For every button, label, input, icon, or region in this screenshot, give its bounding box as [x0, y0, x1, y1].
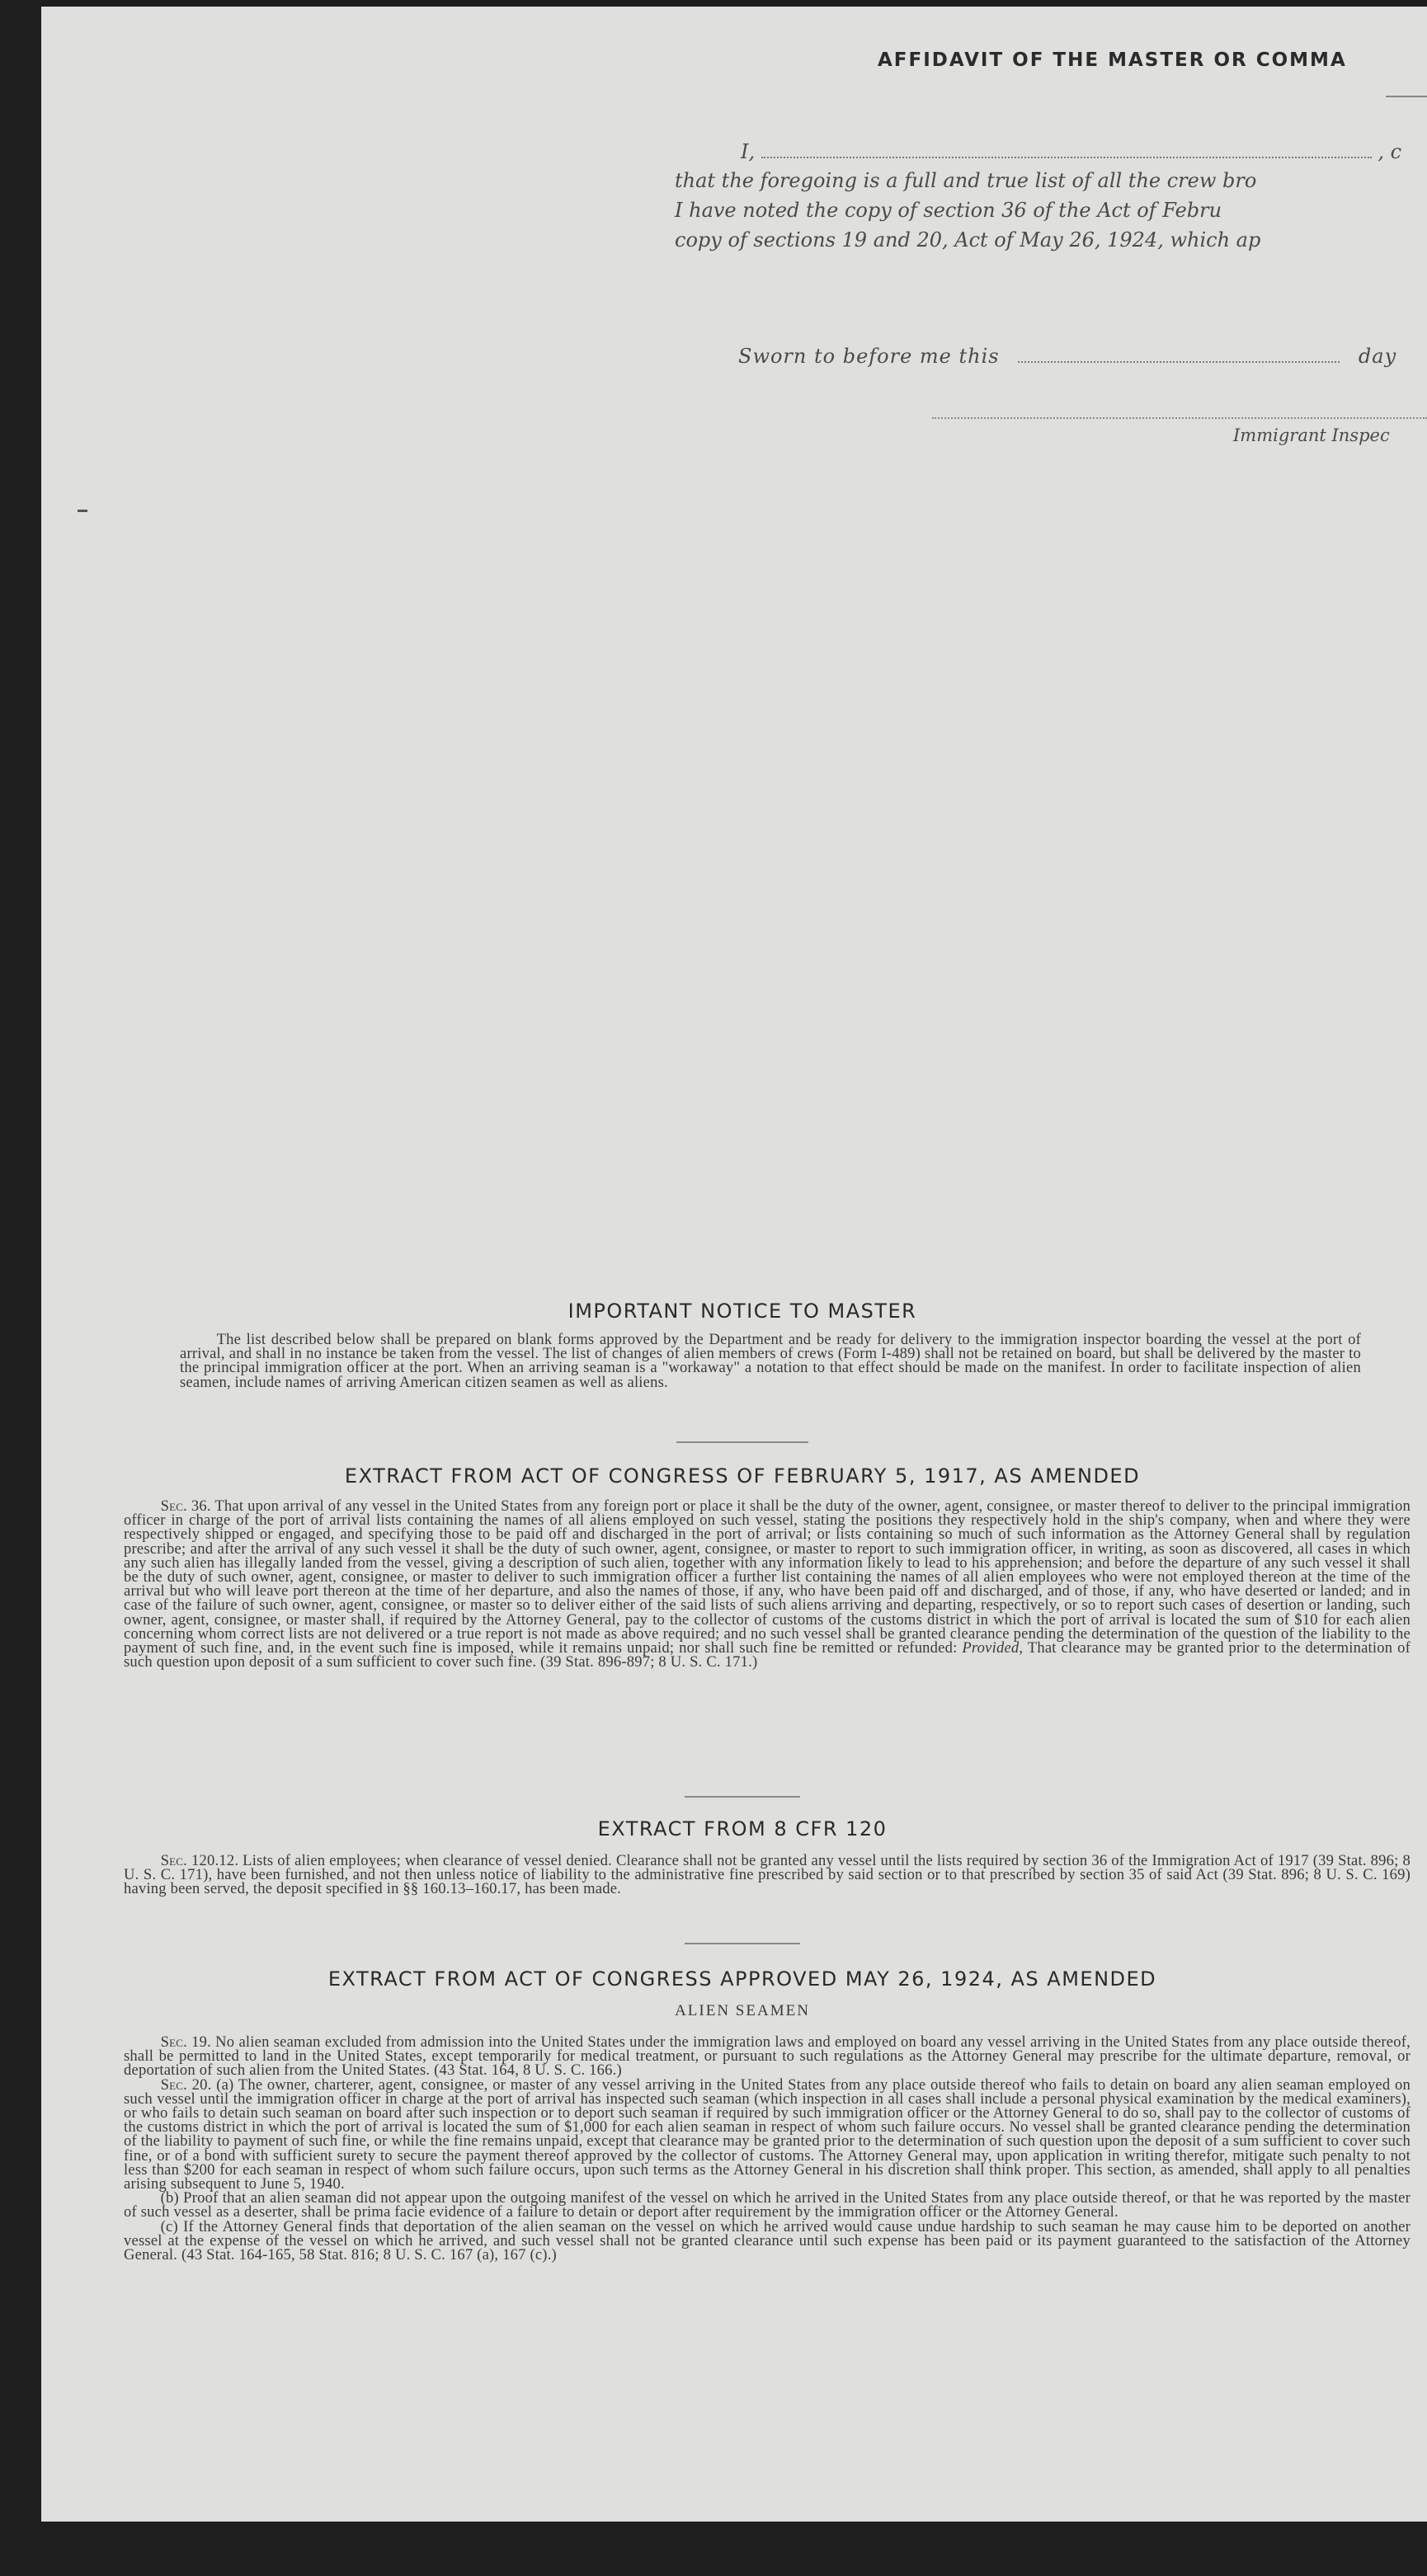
sec-19-text: No alien seaman excluded from admission into the United States under the immigration laws and employed on board any vessel arriving in the United States from any place outside thereof, shall be permitted to land in the United States, except temporarily for medical treatment, or pursuant to such regulations as the Attorney General may prescribe for the ultimate departure, removal, or deportation of such alien from the United States. (43 Stat. 164, 8 U. S. C. 166.)	[124, 2033, 1411, 2080]
sec-120-12-label: Sec. 120.12.	[160, 1852, 239, 1869]
sec-19-paragraph	[124, 2035, 1411, 2078]
extract-cfr-body	[124, 1854, 1411, 1897]
extract-1924-title: EXTRACT FROM ACT OF CONGRESS APPROVED MAY 26, 1924, AS AMENDED	[327, 1967, 1157, 1991]
inspector-signature-blank	[932, 417, 1427, 419]
extract-1917-body	[124, 1499, 1411, 1669]
extract-1917-title: EXTRACT FROM ACT OF CONGRESS OF FEBRUARY 5, 1917, AS AMENDED	[344, 1464, 1141, 1488]
affidavit-i: I,	[741, 140, 756, 163]
sec-20a-paragraph	[124, 2075, 1411, 2193]
sec-36-label: Sec. 36.	[160, 1497, 211, 1515]
sec-20-label: Sec. 20.	[160, 2075, 212, 2094]
sec-19-label: Sec. 19.	[160, 2033, 212, 2051]
extract-cfr-title: EXTRACT FROM 8 CFR 120	[597, 1817, 888, 1840]
extract-1924-body	[124, 2035, 1411, 2262]
notice-title: IMPORTANT NOTICE TO MASTER	[568, 1300, 917, 1323]
day-text: day	[1358, 345, 1397, 368]
name-blank	[761, 155, 1372, 158]
sec-36-paragraph	[124, 1499, 1411, 1669]
affidavit-line1-end: , c	[1378, 140, 1402, 163]
divider-2	[685, 1796, 800, 1798]
sec-20c-paragraph: (c) If the Attorney General finds that deportation of the alien seaman on the vessel on which he arrived would cause undue hardship to such seaman he may cause him to be deported on another vessel at the expense of the vessel on which he arrived, and such vessel shall not be granted clearance until such expense has been paid or its payment guaranteed to the satisfaction of the Attorney General. (43 Stat. 164-165, 58 Stat. 816; 8 U. S. C. 167 (a), 167 (c).)	[124, 2217, 1411, 2264]
sec-120-12-paragraph	[124, 1854, 1411, 1897]
affidavit-header: AFFIDAVIT OF THE MASTER OR COMMA	[878, 49, 1347, 71]
sec-120-12-text: Lists of alien employees; when clearance of vessel denied. Clearance shall not be granted any vessel until the lists required by section 36 of the Immigration Act of 1917 (39 Stat. 896; 8 U. S. C. 171), have been furnished, and not then unless notice of liability to the administrative fine prescribed by said section or to that prescribed by section 35 of said Act (39 Stat. 896; 8 U. S. C. 169) having been served, the deposit specified in §§ 160.13–160.17, has been made.	[124, 1852, 1411, 1898]
header-underline	[1386, 96, 1427, 97]
divider-3	[685, 1943, 800, 1944]
divider-1	[676, 1441, 808, 1443]
affidavit-line-3: I have noted the copy of section 36 of the Act of Febru	[675, 199, 1222, 222]
alien-seamen-subhead: ALIEN SEAMEN	[675, 2002, 810, 2019]
sworn-line	[738, 345, 1396, 368]
margin-mark	[78, 510, 87, 512]
provided-word: Provided,	[962, 1639, 1024, 1657]
affidavit-line-4: copy of sections 19 and 20, Act of May 26, 1924, which ap	[675, 228, 1261, 251]
affidavit-line-1	[741, 140, 1401, 163]
notice-body	[180, 1333, 1361, 1389]
affidavit-line-2: that the foregoing is a full and true list of all the crew bro	[675, 169, 1257, 192]
notice-paragraph: The list described below shall be prepared on blank forms approved by the Department and be ready for delivery to the immigration inspector boarding the vessel at the port of arrival, and shall in no instance be taken from the vessel. The list of changes of alien members of crews (Form I-489) shall not be retained on board, but shall be delivered by the master to the principal immigration officer at the port. When an arriving seaman is a "workaway" a notation to that effect should be made on the manifest. In order to facilitate inspection of alien seamen, include names of arriving American citizen seamen as well as aliens.	[180, 1331, 1361, 1391]
date-blank	[1018, 360, 1340, 363]
sec-36-text-b: That clearance may be granted prior to the determination of such question upon deposit of a sum sufficient to cover such fine. (39 Stat. 896-897; 8 U. S. C. 171.)	[124, 1639, 1411, 1671]
sec-36-text-a: That upon arrival of any vessel in the United States from any foreign port or place it shall be the duty of the owner, agent, consignee, or master thereof to deliver to the principal immigration officer in charge of the port of arrival lists containing the names of all aliens employed on such vessel, stating the positions they respectively hold in the ship's company, when and where they were respectively shipped or engaged, and specifying those to be paid off and discharged in the port of arrival; or lists containing so much of such information as the Attorney General shall by regulation prescribe; and after the arrival of any such vessel it shall be the duty of such owner, agent, consignee, or master to report to such immigration officer, in writing, as soon as discovered, all cases in which any such alien has illegally landed from the vessel, giving a description of such alien, together with any information likely to lead to his apprehension; and before the departure of any such vessel it shall be the duty of such owner, agent, consignee, or master to deliver to such immigration officer a further list containing the names of all alien employees who were not employed thereon at the time of the arrival but who will leave port thereon at the time of her departure, and also the names of those, if any, who have been paid off and discharged, and of those, if any, who have deserted or landed; and in case of the failure of such owner, agent, consignee, or master so to deliver either of the said lists of such aliens arriving and departing, respectively, or so to report such cases of desertion or landing, such owner, agent, consignee, or master shall, if required by the Attorney General, pay to the collector of customs of the customs district in which the port of arrival is located the sum of $10 for each alien concerning whom correct lists are not delivered or a true report is not made as above required; and no such vessel shall be granted clearance pending the determination of the question of the liability to the payment of such fine, and, in the event such fine is imposed, while it remains unpaid; nor shall such fine be remitted or refunded:	[124, 1497, 1411, 1657]
sec-20b-paragraph: (b) Proof that an alien seaman did not appear upon the outgoing manifest of the vessel on which he arrived in the United States from any place outside thereof, or that he was reported by the master of such vessel as a deserter, shall be prima facie evidence of a failure to detain or deport after requirement by the immigration officer or the Attorney General.	[124, 2189, 1411, 2221]
sec-20a-text: (a) The owner, charterer, agent, consignee, or master of any vessel arriving in the United States from any place outside thereof who fails to detain on board any alien seaman employed on such vessel until the immigration officer in charge at the port of arrival has inspected such seaman (which inspection in all cases shall include a personal physical examination by the medical examiners), or who fails to detain such seaman on board after such inspection or to deport such seaman if required by such immigration officer or the Attorney General to do so, shall pay to the collector of customs of the customs district in which the port of arrival is located the sum of $1,000 for each alien seaman in respect of whom such failure occurs. No vessel shall be granted clearance pending the determination of the liability to payment of such fine, or while the fine remains unpaid, except that clearance may be granted prior to the determination of such question upon the deposit of a sum sufficient to cover such fine, or of a bond with sufficient surety to secure the payment thereof approved by the collector of customs. The Attorney General may, upon application in writing therefor, mitigate such penalty to not less than $200 for each seaman in respect of whom such failure occurs, upon such terms as the Attorney General in his discretion shall think proper. This section, as amended, shall apply to all penalties arising subsequent to June 5, 1940.	[124, 2075, 1411, 2193]
document-sheet	[41, 7, 1427, 2522]
inspector-label: Immigrant Inspec	[1233, 425, 1390, 445]
sworn-text: Sworn to before me this	[738, 345, 1000, 368]
